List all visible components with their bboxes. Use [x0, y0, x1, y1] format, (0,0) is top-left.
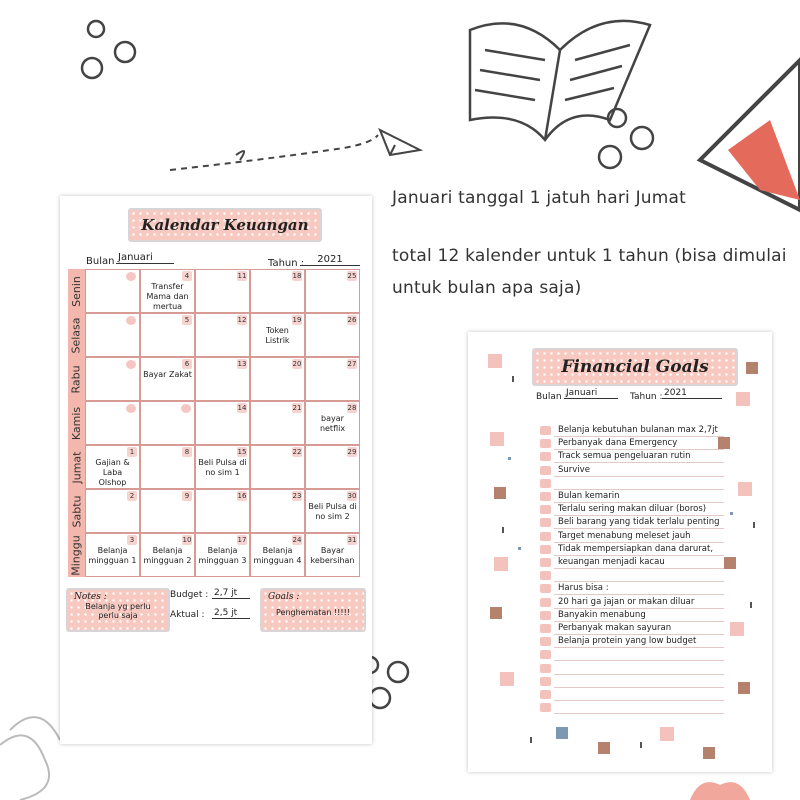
goal-checkbox[interactable] [540, 426, 551, 435]
date-number: 11 [237, 272, 247, 280]
goal-checkbox[interactable] [540, 703, 551, 712]
date-number: 14 [237, 404, 247, 412]
goal-checkbox[interactable] [540, 584, 551, 593]
goal-line [554, 489, 724, 490]
goals-box [260, 588, 366, 632]
calendar-cell[interactable] [140, 489, 195, 533]
budget-label: Budget : [170, 590, 209, 600]
day-name: Minggu [70, 534, 83, 576]
calendar-cell[interactable] [195, 313, 250, 357]
goal-text: 20 hari ga jajan or makan diluar [558, 596, 695, 607]
goal-text: Banyakin menabung [558, 609, 646, 620]
financial-goals-card [468, 332, 772, 772]
goal-checkbox[interactable] [540, 466, 551, 475]
cell-note: Bayar kebersihan [310, 546, 355, 565]
calendar-cell[interactable] [140, 401, 195, 445]
notes-box [66, 588, 170, 632]
fg-bulan-label: Bulan : [536, 392, 568, 402]
cell-note: Belanja mingguan 2 [143, 546, 192, 565]
day-name: Rabu [70, 364, 84, 394]
goal-line [554, 674, 724, 675]
cell-note: Belanja mingguan 3 [198, 546, 247, 565]
cell-note: Gajian & Laba Olshop [95, 458, 130, 487]
goal-text: Harus bisa : [558, 583, 609, 594]
date-number: 12 [237, 316, 247, 324]
calendar-cell[interactable] [250, 489, 305, 533]
date-number: 17 [237, 536, 247, 544]
day-label-3 [68, 357, 85, 401]
cell-note: Belanja mingguan 1 [88, 546, 137, 565]
goal-checkbox[interactable] [540, 677, 551, 686]
date-number: 1 [127, 447, 137, 457]
date-number: 15 [237, 448, 247, 456]
calendar-cell[interactable] [195, 269, 250, 313]
cell-note: Beli Pulsa di no sim 1 [198, 458, 247, 477]
calendar-cell[interactable] [140, 269, 195, 313]
goal-text: Bulan kemarin [558, 491, 620, 501]
date-number: 24 [292, 536, 302, 544]
calendar-cell[interactable] [305, 313, 360, 357]
cell-note: Token Listrik [265, 326, 290, 345]
calendar-cell[interactable] [250, 445, 305, 489]
day-name: Selasa [70, 316, 83, 354]
day-label-2 [68, 313, 85, 357]
goal-checkbox[interactable] [540, 439, 551, 448]
goal-text: Belanja kebutuhan bulanan max 2,7jt [558, 425, 718, 435]
notes-text: Belanja yg perlu perlu saja [85, 602, 151, 620]
day-label-6 [68, 489, 85, 533]
bulan-label: Bulan : [86, 256, 121, 267]
calendar-cell[interactable] [140, 445, 195, 489]
financial-goals-title: Financial Goals [561, 357, 709, 377]
date-number: 20 [292, 360, 302, 368]
goal-checkbox[interactable] [540, 624, 551, 633]
goal-line [554, 634, 724, 635]
goal-line [554, 660, 724, 661]
calendar-cell[interactable] [140, 313, 195, 357]
calendar-title-banner [128, 208, 322, 242]
goal-checkbox[interactable] [540, 545, 551, 554]
flower-sketch-icon [0, 717, 60, 800]
goal-text: Perbanyak makan sayuran [558, 623, 672, 633]
date-number: 28 [347, 404, 357, 412]
date-number: 18 [292, 272, 302, 280]
calendar-cell[interactable] [195, 445, 250, 489]
calendar-cell[interactable] [85, 313, 140, 357]
goal-line [554, 594, 724, 595]
calendar-cell[interactable] [85, 489, 140, 533]
calendar-card [60, 196, 372, 744]
goal-checkbox[interactable] [540, 690, 551, 699]
goal-line [554, 502, 724, 503]
goal-line [554, 687, 724, 688]
cell-note: Beli Pulsa di no sim 2 [308, 502, 357, 521]
calendar-title: Kalendar Keuangan [141, 216, 309, 234]
tahun-value: 2021 [300, 254, 360, 266]
date-number: 26 [347, 316, 357, 324]
date-number: 2 [127, 491, 137, 501]
calendar-cell[interactable] [140, 357, 195, 401]
goal-checkbox[interactable] [540, 611, 551, 620]
calendar-cell[interactable] [250, 533, 305, 577]
day-name: Sabtu [70, 495, 83, 527]
calendar-cell[interactable] [305, 445, 360, 489]
empty-date-marker [181, 404, 191, 413]
calendar-cell[interactable] [195, 401, 250, 445]
date-number: 25 [347, 272, 357, 280]
goal-text: Target menabung meleset jauh [558, 530, 691, 541]
goal-line [554, 700, 724, 701]
date-number: 10 [182, 536, 192, 544]
bubbles-top-left-icon [82, 21, 135, 78]
date-number: 4 [182, 271, 192, 281]
date-number: 27 [347, 360, 357, 368]
goals-title: Goals : [268, 592, 300, 602]
calendar-cell[interactable] [250, 313, 305, 357]
day-name: Jumat [70, 451, 83, 483]
goal-line [554, 449, 724, 450]
heart-icon [690, 782, 750, 800]
goal-line [554, 555, 724, 556]
goal-checkbox[interactable] [540, 664, 551, 673]
aktual-value: 2,5 jt [212, 608, 250, 619]
empty-date-marker [126, 272, 136, 281]
fg-bulan-value: Januari [564, 388, 618, 399]
goal-checkbox[interactable] [540, 479, 551, 488]
empty-date-marker [126, 316, 136, 325]
caption-line-1: Januari tanggal 1 jatuh hari Jumat [392, 188, 687, 208]
goal-checkbox[interactable] [540, 650, 551, 659]
date-number: 30 [347, 492, 357, 500]
goal-checkbox[interactable] [540, 518, 551, 527]
calendar-cell[interactable] [195, 489, 250, 533]
notes-title: Notes : [74, 592, 107, 602]
goal-text: Perbanyak dana Emergency [558, 438, 678, 449]
goal-text: Belanja protein yang low budget [558, 636, 697, 647]
date-number: 6 [182, 359, 192, 369]
bulan-value: Januari [116, 252, 174, 264]
goals-text: Penghematan !!!!! [276, 608, 350, 617]
day-label-7 [68, 533, 85, 577]
goal-line [554, 713, 724, 714]
calendar-cell[interactable] [250, 357, 305, 401]
calendar-cell[interactable] [250, 269, 305, 313]
empty-date-marker [126, 404, 136, 413]
goal-text: Track semua pengeluaran rutin [558, 451, 691, 462]
goal-text: Terlalu sering makan diluar (boros) [558, 504, 707, 515]
budget-value: 2,7 jt [212, 588, 250, 599]
calendar-cell[interactable] [305, 401, 360, 445]
calendar-cell[interactable] [195, 533, 250, 577]
goal-line [554, 542, 724, 543]
goal-checkbox[interactable] [540, 492, 551, 501]
calendar-cell[interactable] [305, 533, 360, 577]
calendar-cell[interactable] [85, 445, 140, 489]
goal-checkbox[interactable] [540, 452, 551, 461]
date-number: 19 [292, 316, 302, 324]
paper-plane-icon [170, 130, 420, 170]
calendar-cell[interactable] [305, 489, 360, 533]
calendar-cell[interactable] [305, 269, 360, 313]
day-label-5 [68, 445, 85, 489]
financial-goals-banner [532, 348, 738, 386]
cell-note: Belanja mingguan 4 [253, 546, 302, 565]
date-number: 29 [347, 448, 357, 456]
caption-line-2: total 12 kalender untuk 1 tahun (bisa dimulai [392, 246, 787, 266]
cell-note: Transfer Mama dan mertua [146, 282, 189, 311]
calendar-cell[interactable] [85, 533, 140, 577]
calendar-cell[interactable] [250, 401, 305, 445]
bubbles-right-icon [599, 109, 653, 168]
fg-tahun-value: 2021 [662, 388, 722, 399]
goal-line [554, 568, 724, 569]
goal-line [554, 608, 724, 609]
aktual-label: Aktual : [170, 610, 205, 620]
goal-line [554, 528, 724, 529]
goal-text: Survive [558, 464, 590, 475]
caption-line-3: untuk bulan apa saja) [392, 278, 582, 298]
calendar-cell[interactable] [140, 533, 195, 577]
calendar-cell[interactable] [195, 357, 250, 401]
goal-checkbox[interactable] [540, 532, 551, 541]
goal-text: Beli barang yang tidak terlalu penting [558, 517, 720, 528]
goal-line [554, 476, 724, 477]
goal-line [554, 436, 724, 437]
goal-checkbox[interactable] [540, 505, 551, 514]
cell-note: bayar netflix [319, 414, 346, 433]
day-label-1 [68, 269, 85, 313]
goal-checkbox[interactable] [540, 558, 551, 567]
date-number: 31 [347, 536, 357, 544]
goal-line [554, 647, 724, 648]
date-number: 23 [292, 492, 302, 500]
day-label-4 [68, 401, 85, 445]
calendar-cell[interactable] [85, 401, 140, 445]
date-number: 8 [182, 447, 192, 457]
goal-text: keuangan menjadi kacau [558, 557, 665, 567]
goal-line [554, 462, 724, 463]
goal-checkbox[interactable] [540, 571, 551, 580]
calendar-cell[interactable] [85, 269, 140, 313]
day-name: Senin [70, 275, 83, 307]
date-number: 21 [292, 404, 302, 412]
date-number: 5 [182, 315, 192, 325]
day-name: Kamis [70, 406, 84, 440]
fg-tahun-label: Tahun : [630, 392, 663, 402]
date-number: 9 [182, 491, 192, 501]
empty-date-marker [126, 360, 136, 369]
calendar-cell[interactable] [305, 357, 360, 401]
flask-icon [700, 60, 800, 210]
tahun-label: Tahun : [268, 258, 305, 269]
date-number: 3 [127, 535, 137, 545]
date-number: 22 [292, 448, 302, 456]
goal-checkbox[interactable] [540, 637, 551, 646]
cell-note: Bayar Zakat [143, 370, 192, 379]
calendar-cell[interactable] [85, 357, 140, 401]
goal-line [554, 515, 724, 516]
goal-checkbox[interactable] [540, 598, 551, 607]
goal-line [554, 581, 724, 582]
goal-line [554, 621, 724, 622]
date-number: 13 [237, 360, 247, 368]
goal-text: Tidak mempersiapkan dana darurat, [558, 543, 714, 554]
open-book-icon [470, 21, 650, 140]
date-number: 16 [237, 492, 247, 500]
